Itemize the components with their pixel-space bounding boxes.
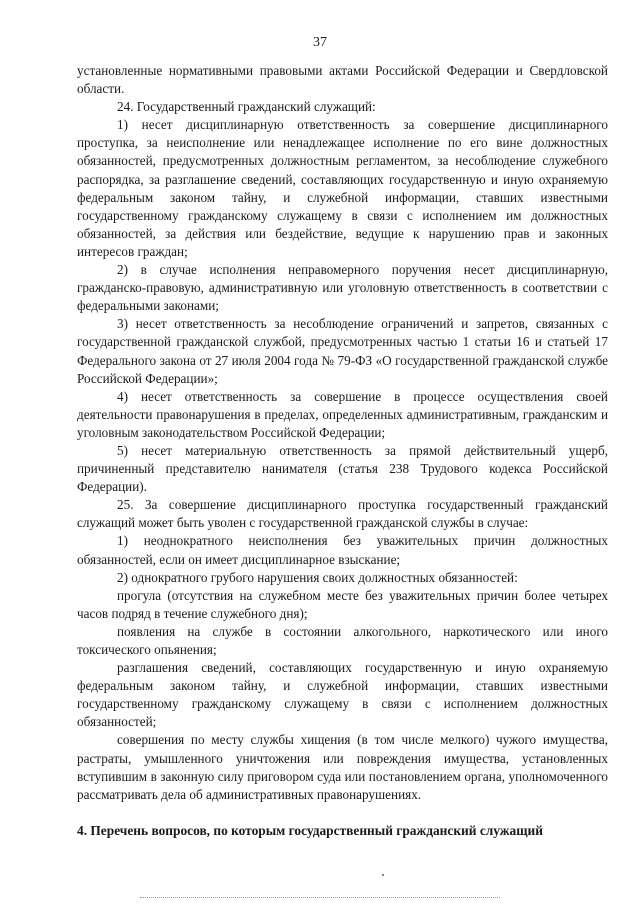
paragraph-item-25-1: 1) неоднократного неисполнения без уважительных причин должностных обязанностей, если он имеет дисциплинарное взыскание;	[77, 533, 608, 567]
paragraph-item-25-2: 2) однократного грубого нарушения своих должностных обязанностей:	[117, 569, 518, 585]
scan-speck	[382, 874, 384, 876]
section-heading: 4. Перечень вопросов, по которым государственный гражданский служащий	[77, 823, 543, 838]
paragraph-item-24-4: 4) несет ответственность за совершение в процессе осуществления своей деятельности правонарушения в пределах, определенных административным, гражданским и уголовным законодательством Российской Федерации;	[77, 388, 608, 440]
paragraph-item-24-1: 1) несет дисциплинарную ответственность за совершение дисциплинарного проступка, за неисполнение или ненадлежащее исполнение по его вине должностных обязанностей, предусмотренных должностным регламентом, за несоблюдение служебного распорядка, за разглашение сведений, составляющих государственную и иную охраняемую федеральным законом тайну, и служебной информации, ставших известными государственному гражданскому служащему в связи с исполнением им должностных обязанностей, за действия или бездействие, ведущие к нарушению прав и законных интересов граждан;	[77, 117, 608, 259]
paragraph-absence: прогула (отсутствия на служебном месте без уважительных причин более четырех часов подряд в течение служебного дня);	[77, 587, 608, 621]
page-number: 37	[313, 35, 327, 50]
paragraph-item-24: 24. Государственный гражданский служащий:	[117, 99, 376, 115]
paragraph-item-24-2: 2) в случае исполнения неправомерного поручения несет дисциплинарную, гражданско-правовую, административную или уголовную ответственность в соответствии с федеральными законами;	[77, 262, 608, 314]
regulation-body	[77, 62, 608, 804]
scan-bottom-edge	[140, 897, 500, 898]
paragraph-item-25: 25. За совершение дисциплинарного проступка государственный гражданский служащий может быть уволен с государственной гражданской службы в случае:	[77, 497, 608, 531]
paragraph-intoxication: появления на службе в состоянии алкогольного, наркотического или иного токсического опьянения;	[77, 623, 608, 657]
paragraph-theft: совершения по месту службы хищения (в том числе мелкого) чужого имущества, растраты, умышленного уничтожения или повреждения имущества, установленных вступившим в законную силу приговором суда или постановлением органа, уполномоченного рассматривать дела об административных правонарушениях.	[77, 732, 608, 802]
paragraph-item-24-3: 3) несет ответственность за несоблюдение ограничений и запретов, связанных с государственной гражданской службой, предусмотренных частью 1 статьи 16 и статьей 17 Федерального закона от 27 июля 2004 года № 79-ФЗ «О государственной гражданской службе Российской Федерации»;	[77, 316, 608, 386]
paragraph-disclosure: разглашения сведений, составляющих государственную и иную охраняемую федеральным законом тайну, и служебной информации, ставших известными государственному гражданскому служащему в связи с исполнением должностных обязанностей;	[77, 660, 608, 730]
paragraph-continuation: установленные нормативными правовыми актами Российской Федерации и Свердловской области.	[77, 63, 608, 97]
paragraph-item-24-5: 5) несет материальную ответственность за прямой действительный ущерб, причиненный представителю нанимателя (статья 238 Трудового кодекса Российской Федерации).	[77, 442, 608, 495]
